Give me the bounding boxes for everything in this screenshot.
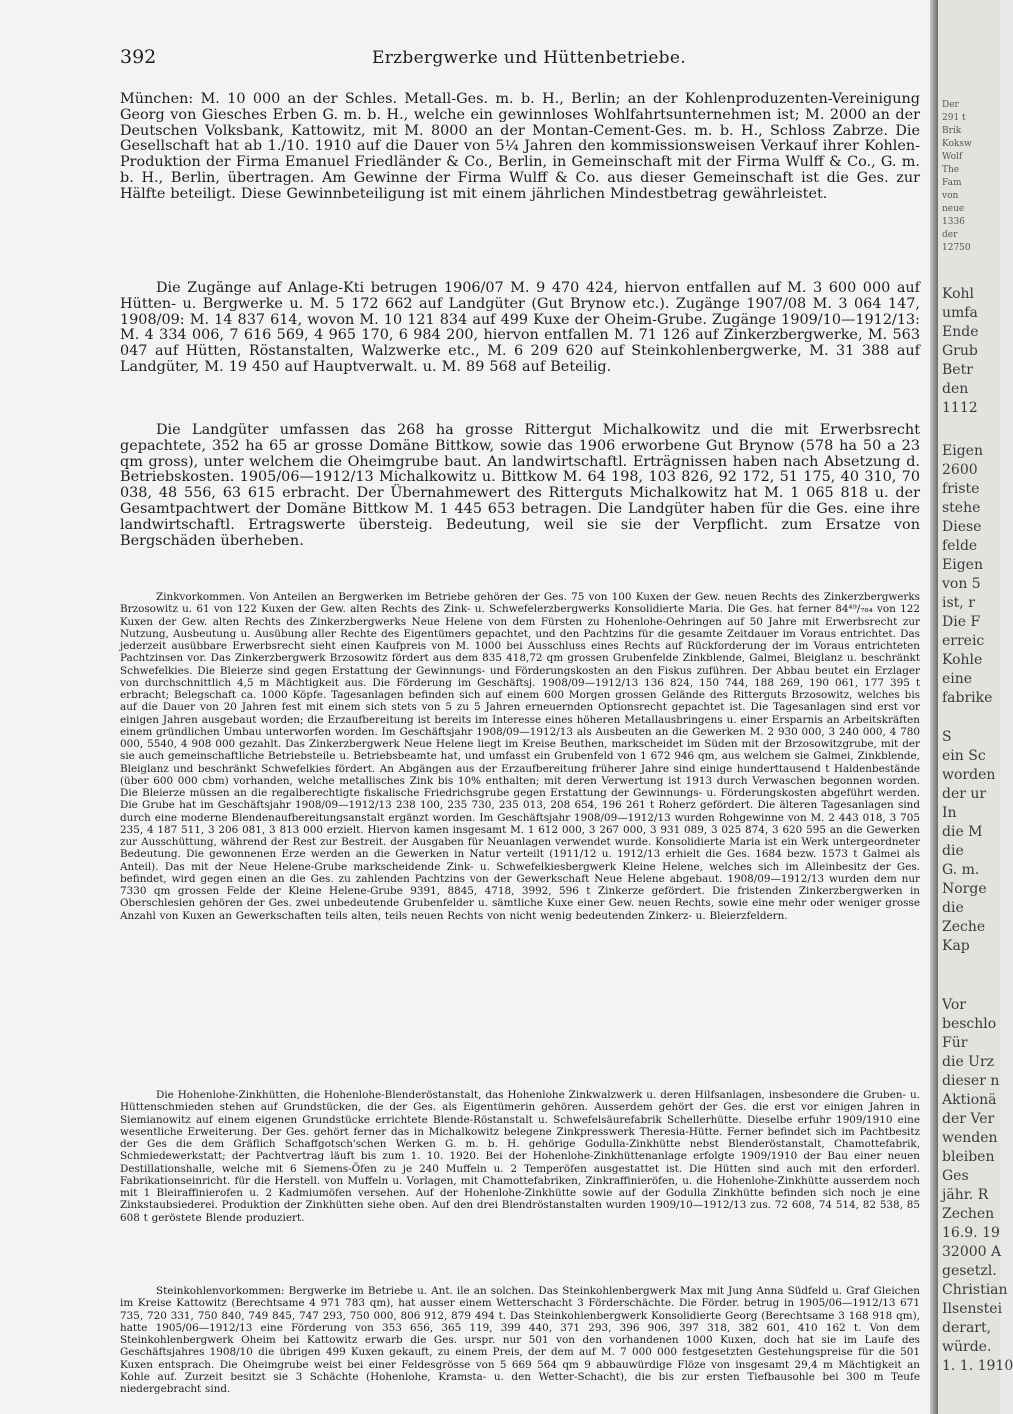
paragraph-dividend-and-sales: München: M. 10 000 an der Schles. Metall-Ges. m. b. H., Berlin; an der Kohlenproduzenten-Vereinigung Georg von Giesches Erben G. m. b. H., welche ein gewinnloses Wohlfahrtsunternehmen ist; M. 2000 an der Deutschen Volksbank, Kattowitz, mit M. 8000 an der Montan-Cement-Ges. m. b. H., Schloss Zabrze. Die Gesellschaft hat ab 1./10. 1910 auf die Dauer von 5¼ Jahren den kommissionsweisen Verkauf ihrer Kohlen-Produktion der Firma Emanuel Friedländer & Co., Berlin, in Gemeinschaft mit der Firma Wulff & Co., G. m. b. H., Berlin, übertragen. Am Gewinne der Firma Wulff & Co. aus dieser Gemeinschaft ist die Ges. zur Hälfte beteiligt. Diese Gewinnbeteiligung ist mit einem jährlichen Mindestbetrag gewährleistet. — [120, 91, 920, 202]
paragraph-zinc-deposits: Zinkvorkommen. Von Anteilen an Bergwerken im Betriebe gehören der Ges. 75 von 100 Kuxen der Gew. neuen Rechts des Zinkerzbergwerks Brzosowitz u. 61 von 122 Kuxen der Gew. alten Rechts des Zink- u. Schwefelerzbergwerks Konsolidierte Maria. Die Ges. hat ferner 84⁴⁹/₇₈₄ von 122 Kuxen der Gew. alten Rechts des Zinkerzbergwerks Neue Helene von dem Fürsten zu Hohenlohe-Oehringen auf 50 Jahre mit Erwerbsrecht zur Nutzung, Ausbeutung u. Ausübung aller Rechte des Eigentümers gepachtet, und den Pachtzins für die gesamte Zeitdauer im Voraus entrichtet. Das jederzeit ausübbare Erwerbsrecht sieht einen Kaufpreis von M. 1000 bei Ausschluss eines Rechts auf Rückforderung der im Voraus entrichteten Pachtzinsen vor. Das Zinkerzbergwerk Brzosowitz fördert aus dem 835 418,72 qm grossen Grubenfelde Zinkblende, Galmei, Bleiglanz u. beschränkt Schwefelkies. Die Bleierze sind gegen Erstattung der Gewinnungs- und Förderungskosten an den Fiskus zuführen. Der Abbau beutet ein Erzlager von durchschnittlich 4,5 m Mächtigkeit aus. Die Förderung im Geschäftsj. 1908/09—1912/13 136 824, 150 744, 188 269, 190 061, 177 395 t erbracht; Belegschaft ca. 1000 Köpfe. Tagesanlagen befinden sich auf einem 600 Morgen grossen Gelände des Ritterguts Brzosowitz, welches bis auf die Dauer von 20 Jahren fest mit einem sich stets von 5 zu 5 Jahren erneuernden Optionsrecht gepachtet ist. Die Tagesanlagen sind erst vor einigen Jahren ausgebaut worden; die Erzaufbereitung ist bereits im Interesse eines höheren Metallausbringens u. einer Ersparnis an Arbeitskräften einem gründlichen Umbau unterworfen worden. Im Geschäftsjahr 1908/09—1912/13 als Ausbeuten an die Gewerken M. 2 930 000, 3 240 000, 4 780 000, 5540, 4 908 000 gezahlt. Das Zinkerzbergwerk Neue Helene liegt im Kreise Beuthen, markscheidet im Süden mit der Brzosowitzgrube, mit der sie auch gemeinschaftliche Betriebsteile u. Betriebsbeamte hat, und umfasst ein Grubenfeld von 1 672 946 qm, aus welchem sie Galmei, Zinkblende, Bleiglanz und beschränkt Schwefelkies fördert. An Abgängen aus der Erzaufbereitung früherer Jahre sind einige hunderttausend t Haldenbestände (über 600 000 cbm) vorhanden, welche metallisches Zink bis 10% enthalten; mit deren Verwertung ist 1913 durch Verwaschen begonnen worden. Die Bleierze müssen an die regalberechtigte fiskalische Friedrichsgrube gegen Erstattung der Gewinnungs- u. Förderungskosten abgeführt werden. Die Grube hat im Geschäftsjahr 1908/09—1912/13 238 100, 235 730, 235 013, 208 654, 196 261 t Roherz gefördert. Die älteren Tagesanlagen sind durch eine moderne Blendenaufbereitungsanstalt ergänzt worden. Im Geschäftsjahr 1908/09—1912/13 wurden Rohgewinne von M. 2 443 018, 3 705 235, 4 187 511, 3 206 081, 3 813 000 erzielt. Hiervon kamen insgesamt M. 1 612 000, 3 267 000, 3 931 089, 3 025 874, 3 620 595 an die Gewerken zur Ausschüttung, während der Rest zur Bestreit. der Ausgaben für Neuanlagen verwendet wurde. Konsolidierte Maria ist ein Werk untergeordneter Bedeutung. Die gewonnenen Erze werden an die Gewerken in Natur verteilt (1911/12 u. 1912/13 erhielt die Ges. 1684 bezw. 1573 t Galmei als Anteil). Das mit der Neue Helene-Grube markscheidende Zink- u. Schwefelkiesbergwerk Kleine Helene, welches sich im Alleinbesitz der Ges. befindet, wird gegen einen an die Ges. zu zahlenden Pachtzins von der Gewerkschaft Neue Helene abgebaut. 1908/09—1912/13 wurden dem nur 7330 qm grossen Felde der Kleine Helene-Grube 9391, 8845, 4718, 3992, 596 t Zinkerze gefördert. Die fristenden Zinkerzbergwerken in Oberschlesien gehören der Ges. zwei unbedeutende Grubenfelder u. sämtliche Kuxe einer Gew. neuen Rechts, sowie eine mehr oder weniger grosse Anzahl von Kuxen an Gewerkschaften teils alten, teils neuen Rechts von nicht wenig bedeutenden Zinkerz- u. Bleierzfeldern. — [120, 591, 920, 922]
facing-page-line: gesetzl. — [942, 1263, 997, 1279]
facing-page-line: Christian — [942, 1282, 1008, 1298]
facing-page-line: worden — [942, 767, 996, 783]
facing-page-line: S — [942, 729, 952, 745]
facing-page-line: die — [942, 900, 964, 916]
facing-page-line: Kohle — [942, 652, 983, 668]
facing-page-line: umfa — [942, 305, 978, 321]
facing-page-line: Fam — [942, 178, 962, 188]
facing-page-line: Diese — [942, 519, 982, 535]
facing-page-line: die M — [942, 824, 983, 840]
facing-page-line: Zeche — [942, 919, 986, 935]
facing-page-line: 1. 1. 1910 — [942, 1358, 1013, 1374]
facing-page-line: Betr — [942, 362, 973, 378]
facing-page-line: Die F — [942, 614, 981, 630]
paragraph-hohenlohe-works: Die Hohenlohe-Zinkhütten, die Hohenlohe-Blenderöstanstalt, das Hohenlohe Zinkwalzwerk u. deren Hilfsanlagen, insbesondere die Gruben- u. Hüttenschmieden stehen auf Grundstücken, die der Ges. als Eigentümerin gehören. Ausserdem gehört der Ges. die erst vor einigen Jahren in Siemianowitz auf einem eigenen Grundstücke errichtete Blende-Röstanstalt u. Schwefelsäurefabrik Schellerhütte. Dieselbe erfuhr 1909/1910 eine wesentliche Erweiterung. Der Ges. gehört ferner das in Michalkowitz belegene Zinkpresswerk Theresia-Hütte. Ferner befindet sich im Pachtbesitz der Ges die dem Gräflich Schaffgotsch'schen Werken G. m. b. H. gehörige Godulla-Zinkhütte nebst Blenderöstanstalt, Chamottefabrik, Schmiedewerkstatt; der Pachtvertrag läuft bis zum 1. 10. 1920. Bei der Hohenlohe-Zinkhüttenanlage erfolgte 1909/1910 der Bau einer neuen Destillationshalle, welche mit 6 Siemens-Öfen zu je 240 Muffeln u. 2 Temperöfen ausgestattet ist. Die Hütten sind auch mit den erforderl. Fabrikationseinricht. für die Herstell. von Muffeln u. Vorlagen, mit Chamottefabriken, Zinkraffinieröfen, u. die Hohenlohe-Zinkhütte ausserdem noch mit 1 Bleiraffinierofen u. 2 Kadmiumöfen versehen. Auf der Hohenlohe-Zinkhütte sowie auf der Godulla Zinkhütte befinden sich noch je eine Zinkstaubsiederei. Produktion der Zinkhütten siehe oben. Auf den drei Blendröstanstalten wurden 1909/10—1912/13 zus. 72 608, 74 514, 82 538, 85 608 t geröstete Blende produziert. — [120, 1089, 920, 1224]
facing-page-line: ist, r — [942, 595, 975, 611]
facing-page-line: Kohl — [942, 286, 975, 302]
facing-page-line: derart, — [942, 1320, 992, 1336]
facing-page-line: Ilsenstei — [942, 1301, 1003, 1317]
book-gutter-shadow — [930, 0, 938, 1414]
facing-page-line: Norge — [942, 881, 987, 897]
facing-page-line: den — [942, 381, 969, 397]
facing-page-line: Koksw — [942, 139, 972, 149]
page-number: 392 — [120, 46, 157, 68]
facing-page-line: beschlo — [942, 1016, 997, 1032]
facing-page-line: Der — [942, 100, 959, 110]
facing-page-line: 1336 — [942, 217, 965, 227]
facing-page-line: der — [942, 230, 958, 240]
facing-page-line: Vor — [942, 997, 966, 1013]
facing-page-line: 1112 — [942, 400, 978, 416]
facing-page-line: eine — [942, 671, 973, 687]
facing-page-line: Ende — [942, 324, 979, 340]
facing-page-line: 12750 — [942, 243, 971, 253]
facing-page-line: Zechen — [942, 1206, 995, 1222]
facing-page-line: felde — [942, 538, 978, 554]
paragraph-coal-deposits: Steinkohlenvorkommen: Bergwerke im Betriebe u. Ant. ile an solchen. Das Steinkohlenbergwerk Max mit Jung Anna Südfeld u. Graf Gleichen im Kreise Kattowitz (Berechtsame 4 971 783 qm), hat ausser einem Wetterschacht 3 Förderschächte. Die Förder. betrug in 1905/06—1912/13 671 735, 720 331, 750 840, 749 845, 747 293, 750 000, 806 912, 879 494 t. Das Steinkohlenbergwerk Konsolidierte Georg (Berechtsame 3 168 918 qm), hatte 1905/06—1912/13 eine Förderung von 353 656, 365 119, 399 440, 371 293, 396 906, 397 318, 382 601, 410 162 t. Von dem Steinkohlenbergwerk Oheim bei Kattowitz erwarb die Ges. urspr. nur 501 von den vorhandenen 1000 Kuxen, doch hat sie im Laufe des Geschäftsjahres 1908/10 die übrigen 499 Kuxen gekauft, zu einem Preis, der dem auf M. 7 000 000 festgesetzten Gestehungspreise für die 501 Kuxen entsprach. Die Oheimgrube weist bei einer Feldesgrösse von 5 669 564 qm 9 abbauwürdige Flöze von insgesamt 29,4 m Mächtigkeit an Kohle auf. Zurzeit besitzt sie 3 Schächte (Hohenlohe, Kramsta- u. den Wetter-Schacht), die bis zur ersten Tiefbausohle bei 300 m Teufe niedergebracht sind. — [120, 1285, 920, 1395]
facing-page-fragment — [938, 0, 1013, 1414]
facing-page-line: der ur — [942, 786, 987, 802]
facing-page-line: G. m. — [942, 862, 980, 878]
facing-page-line: Eigen — [942, 443, 983, 459]
facing-page-line: 16.9. 19 — [942, 1225, 1000, 1241]
facing-page-line: fabrike — [942, 690, 993, 706]
facing-page-line: von — [942, 191, 959, 201]
facing-page-line: friste — [942, 481, 980, 497]
page-body — [120, 92, 920, 1395]
facing-page-line: wenden — [942, 1130, 998, 1146]
facing-page-line: Wolf — [942, 152, 963, 162]
facing-page-line: In — [942, 805, 957, 821]
facing-page-line: Brik — [942, 126, 962, 136]
paragraph-landed-estates: Die Landgüter umfassen das 268 ha grosse Rittergut Michalkowitz und die mit Erwerbsrecht gepachtete, 352 ha 65 ar grosse Domäne Bittkow, sowie das 1906 erworbene Gut Brynow (578 ha 50 a 23 qm gross), unter welchem die Oheimgrube baut. An landwirtschaftl. Erträgnissen haben nach Absetzung d. Betriebskosten. 1905/06—1912/13 Michalkowitz u. Bittkow M. 64 198, 103 826, 92 172, 51 175, 40 310, 70 038, 48 556, 63 615 erbracht. Der Übernahmewert des Ritterguts Michalkowitz hat M. 1 065 818 u. der Gesamtpachtwert der Domäne Bittkow M. 1 445 653 betragen. Die Landgüter haben für die Ges. eine ihre landwirtschaftl. Ertragswerte übersteig. Bedeutung, weil sie sie der Verpflicht. zum Ersatze von Bergschäden überheben. — [120, 422, 920, 549]
facing-page-line: Aktionä — [942, 1092, 997, 1108]
facing-page-line: erreic — [942, 633, 985, 649]
facing-page-line: ein Sc — [942, 748, 986, 764]
facing-page-line: die — [942, 843, 964, 859]
facing-page-line: die Urz — [942, 1054, 995, 1070]
facing-page-line: dieser n — [942, 1073, 1000, 1089]
facing-page-line: von 5 — [942, 576, 981, 592]
facing-page-line: stehe — [942, 500, 981, 516]
paragraph-asset-additions: Die Zugänge auf Anlage-Kti betrugen 1906/07 M. 9 470 424, hiervon entfallen auf M. 3 600 000 auf Hütten- u. Bergwerke u. M. 5 172 662 auf Landgüter (Gut Brynow etc.). Zugänge 1907/08 M. 3 064 147, 1908/09: M. 14 837 614, wovon M. 10 121 834 auf 499 Kuxe der Oheim-Grube. Zugänge 1909/10—1912/13: M. 4 334 006, 7 616 569, 4 965 170, 6 984 200, hiervon entfallen M. 71 126 auf Zinkerzbergwerke, M. 563 047 auf Hütten, Röstanstalten, Walzwerke etc., M. 6 209 620 auf Steinkohlenbergwerke, M. 31 388 auf Landgüter, M. 19 450 auf Hauptverwalt. u. M. 89 568 auf Beteilig. — [120, 280, 920, 375]
facing-page-line: 2600 — [942, 462, 978, 478]
facing-page-line: bleiben — [942, 1149, 995, 1165]
facing-page-line: würde. — [942, 1339, 992, 1355]
facing-page-line: Ges — [942, 1168, 969, 1184]
facing-page-line: Eigen — [942, 557, 983, 573]
running-title: Erzbergwerke und Hüttenbetriebe. — [372, 48, 686, 68]
facing-page-line: 32000 A — [942, 1244, 1002, 1260]
facing-page-line: Kap — [942, 938, 970, 954]
facing-page-line: neue — [942, 204, 965, 214]
facing-page-line: 291 t — [942, 113, 966, 123]
facing-page-line: Grub — [942, 343, 978, 359]
page-header — [0, 46, 930, 76]
facing-page-line: der Ver — [942, 1111, 995, 1127]
facing-page-line: jähr. R — [942, 1187, 989, 1203]
facing-page-line: Für — [942, 1035, 968, 1051]
facing-page-line: The — [942, 165, 960, 175]
